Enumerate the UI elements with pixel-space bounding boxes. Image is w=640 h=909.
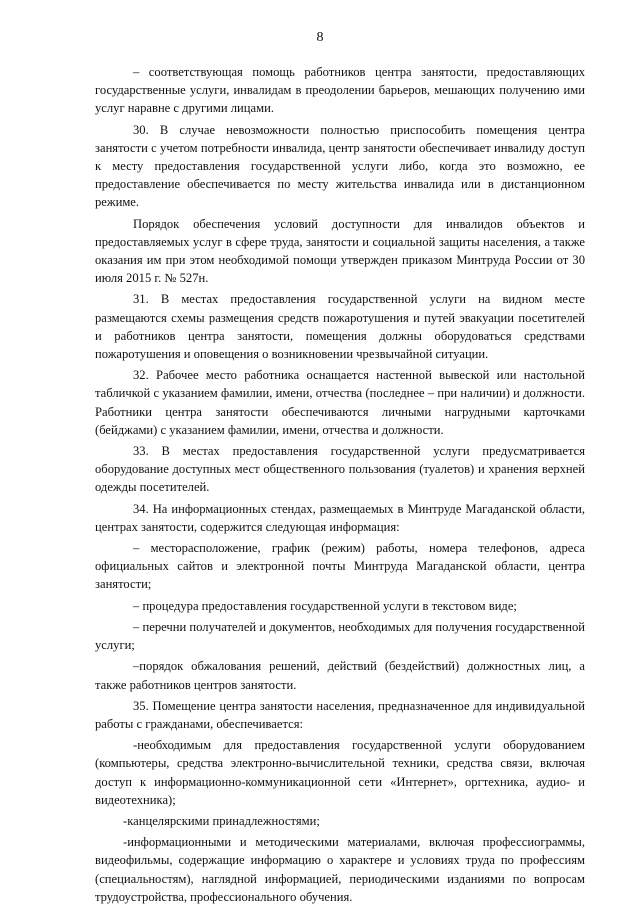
paragraph: 32. Рабочее место работника оснащается настенной вывеской или настольной табличкой с указанием фамилии, имени, отчества (последнее – при наличии) и должности. Работники центра занятости обеспечиваются личными нагрудными карточками (бейджами) с указанием фамилии, имени, отчества и должности.: [95, 368, 585, 437]
list-item: -канцелярскими принадлежностями;: [123, 813, 320, 828]
paragraph: 31. В местах предоставления государственной услуги на видном месте размещаются схемы размещения средств пожаротушения и путей эвакуации посетителей и работников центра занятости, помещения должны оборудоваться средствами пожаротушения и оповещения о возникновении чрезвычайной ситуации.: [95, 292, 585, 362]
paragraph: 34. На информационных стендах, размещаемых в Минтруде Магаданской области, центрах занятости, содержится следующая информация:: [95, 501, 585, 534]
list-item: – месторасположение, график (режим) работы, номера телефонов, адреса официальных сайтов и электронной почты Минтруда Магаданской области, центра занятости;: [95, 541, 585, 592]
list-item: -необходимым для предоставления государственной услуги оборудованием (компьютеры, средства электронно-вычислительной техники, средства связи, включая доступ к информационно-коммуникационной сети «Интернет», оргтехника, аудио- и видеотехника);: [95, 738, 585, 807]
page-number: 8: [316, 30, 324, 45]
paragraph: – соответствующая помощь работников центра занятости, предоставляющих государственные услуги, инвалидам в преодолении барьеров, мешающих получению ими услуг наравне с другими лицами.: [95, 65, 585, 116]
paragraph: 35. Помещение центра занятости населения, предназначенное для индивидуальной работы с гражданами, обеспечивается:: [95, 698, 585, 731]
list-item: -информационными и методическими материалами, включая профессиограммы, видеофильмы, содержащие информацию о характере и условиях труда по профессиям (специальностям), наглядной информацией, периодическими изданиями по вопросам трудоустройства, профессионального обучения.: [95, 835, 585, 904]
paragraph: Порядок обеспечения условий доступности для инвалидов объектов и предоставляемых услуг в сфере труда, занятости и социальной защиты населения, а также оказания им при этом необходимой помощи утвержден приказом Минтруда России от 30 июля 2015 г. № 527н.: [95, 216, 585, 286]
list-item: – перечни получателей и документов, необходимых для получения государственной услуги;: [95, 619, 585, 653]
list-item: –порядок обжалования решений, действий (бездействий) должностных лиц, а также работников центров занятости.: [95, 659, 585, 692]
document-body: [95, 63, 585, 909]
paragraph: 30. В случае невозможности полностью приспособить помещения центра занятости с учетом потребности инвалида, центр занятости обеспечивает инвалиду доступ к месту предоставления государственной услуги либо, когда это возможно, ее предоставление обеспечивается по месту жительства инвалида или в дистанционном режиме.: [95, 122, 585, 210]
list-item: – процедура предоставления государственной услуги в текстовом виде;: [133, 598, 517, 613]
paragraph: 33. В местах предоставления государственной услуги предусматривается оборудование доступных мест общественного пользования (туалетов) и хранения верхней одежды посетителей.: [95, 444, 585, 495]
